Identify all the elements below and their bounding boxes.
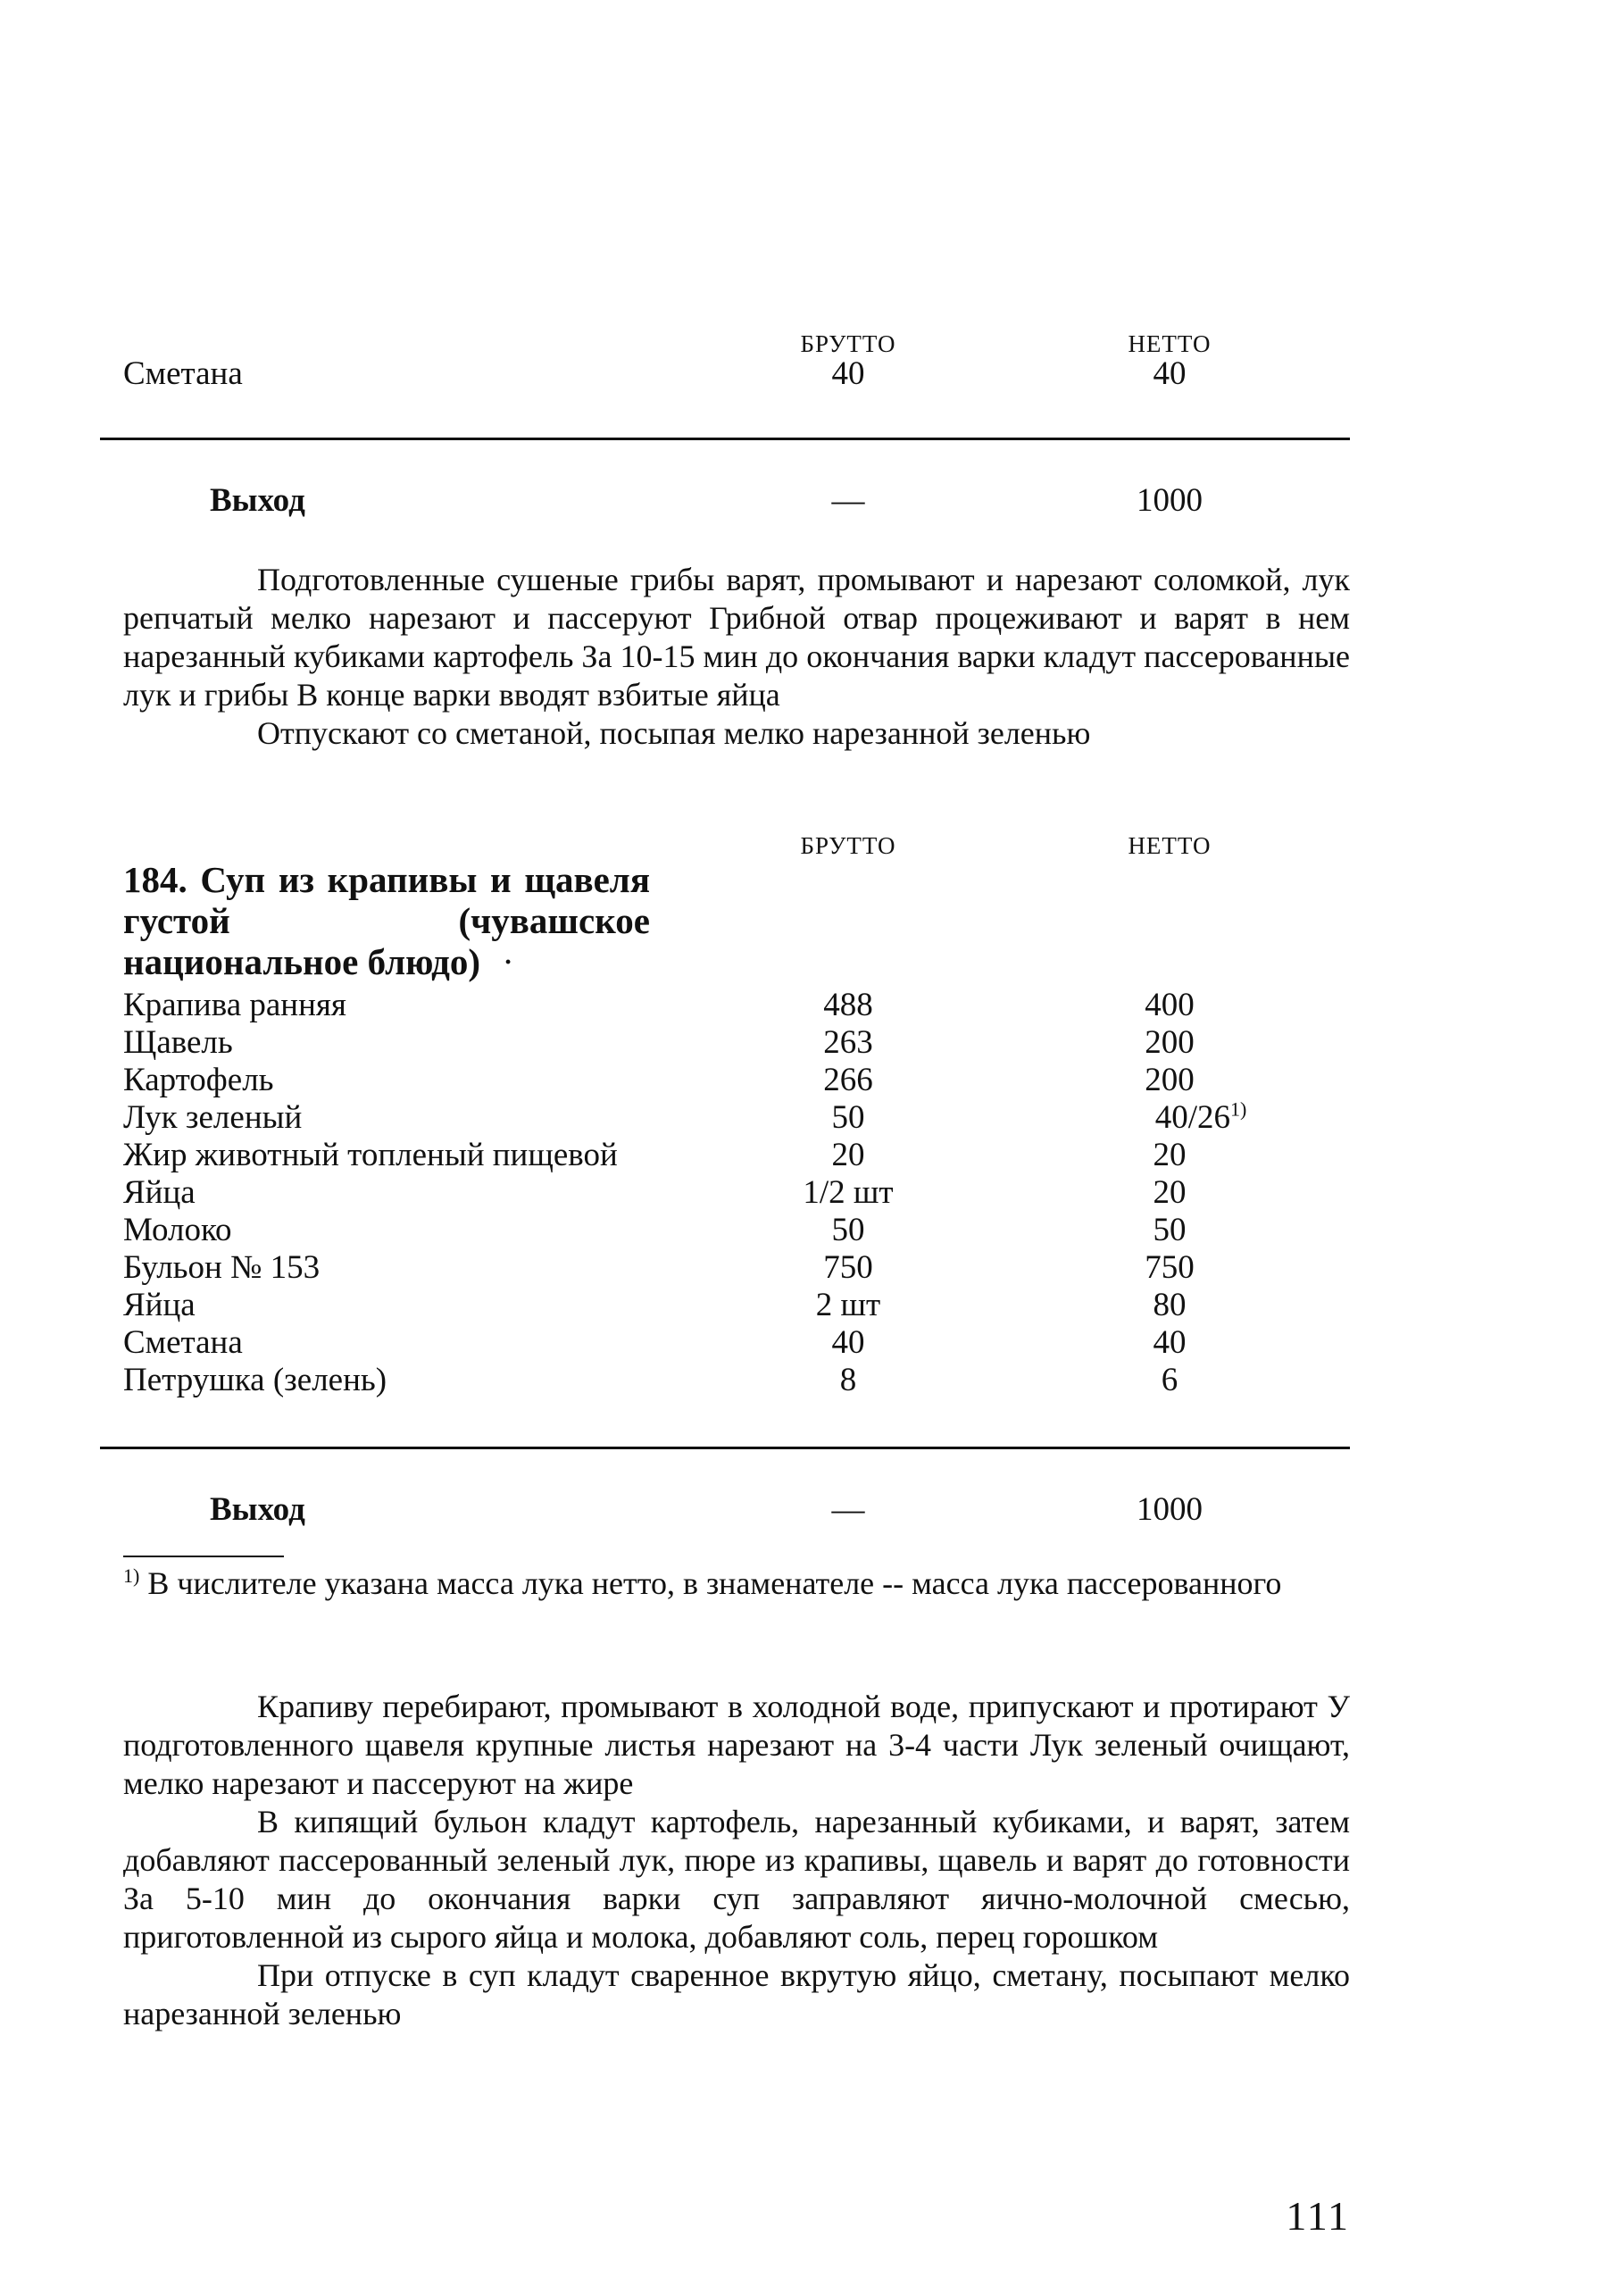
ingredient-netto: 200 (1145, 1062, 1195, 1098)
yield-label: Выход (210, 1491, 305, 1528)
paragraph: Отпускают со сметаной, посыпая мелко нарезанной зеленью (257, 715, 1091, 751)
table-divider (100, 1447, 1350, 1449)
ingredient-brutto: 750 (823, 1249, 873, 1286)
ingredient-brutto: 50 (831, 1099, 865, 1136)
ingredient-netto: 40 (1153, 1324, 1187, 1361)
ingredient-name: Крапива ранняя (123, 987, 346, 1023)
yield-row (0, 1491, 1624, 1529)
ingredient-brutto: 20 (831, 1137, 865, 1173)
ingredient-name: Петрушка (зелень) (123, 1362, 387, 1398)
column-header-brutto: БРУТТО (800, 330, 896, 357)
ingredient-brutto: 2 шт (815, 1287, 881, 1323)
table-divider (100, 438, 1350, 440)
ingredient-brutto: 50 (831, 1212, 865, 1248)
ingredient-name: Жир животный топленый пищевой (123, 1137, 618, 1173)
ingredient-name: Яйца (123, 1287, 196, 1323)
yield-row (0, 482, 1624, 520)
ingredient-brutto: 1/2 шт (803, 1174, 894, 1211)
ingredient-name: Щавель (123, 1024, 233, 1061)
column-header-brutto: БРУТТО (800, 832, 896, 859)
paragraph: Крапиву перебирают, промывают в холодной воде, припускают и протирают У подготовленного щавеля крупные листья нарезают на 3-4 части Лук зеленый очищают, мелко нарезают и пассеруют на жире (123, 1689, 1350, 1801)
title-mark: · (502, 941, 514, 982)
ingredient-netto: 750 (1145, 1249, 1195, 1286)
yield-brutto: — (831, 1491, 865, 1528)
ingredient-netto: 20 (1153, 1174, 1187, 1211)
footnote-marker: 1) (123, 1564, 140, 1587)
preparation-text-1 (123, 561, 1350, 753)
yield-brutto: — (831, 482, 865, 519)
ingredient-brutto: 488 (823, 987, 873, 1023)
paragraph: В кипящий бульон кладут картофель, нарезанный кубиками, и варят, затем добавляют пассерованный зеленый лук, пюре из крапивы, щавель и варят до готовности За 5-10 мин до окончания варки суп заправляют яично-молочной смесью, приготовленной из сырого яйца и молока, добавляют соль, перец горошком (123, 1804, 1350, 1955)
ingredient-brutto: 263 (823, 1024, 873, 1061)
ingredient-netto: 20 (1153, 1137, 1187, 1173)
footnote-text: В числителе указана масса лука нетто, в знаменателе -- масса лука пассерованного (147, 1565, 1282, 1601)
ingredient-name: Молоко (123, 1212, 232, 1248)
page-number: 111 (1286, 2193, 1350, 2239)
column-header-netto: НЕТТО (1128, 832, 1212, 859)
ingredient-brutto: 40 (831, 355, 865, 392)
yield-netto: 1000 (1137, 482, 1203, 519)
ingredient-netto: 40 (1153, 355, 1187, 392)
paragraph: Подготовленные сушеные грибы варят, промывают и нарезают соломкой, лук репчатый мелко нарезают и пассеруют Грибной отвар процеживают и варят в нем нарезанный кубиками картофель За 10-15 мин до окончания варки кладут пассерованные лук и грибы В конце варки вводят взбитые яйца (123, 562, 1350, 713)
footnote-rule (123, 1556, 284, 1557)
ingredient-name: Яйца (123, 1174, 196, 1211)
yield-netto: 1000 (1137, 1491, 1203, 1528)
ingredient-brutto: 266 (823, 1062, 873, 1098)
ingredient-netto: 40/26$^{1)}$ (1154, 1097, 1247, 1136)
ingredient-netto: 6 (1161, 1362, 1178, 1398)
ingredient-netto: 80 (1153, 1287, 1187, 1323)
footnote-ref: 1) (1229, 1097, 1247, 1121)
ingredient-name: Лук зеленый (123, 1099, 303, 1136)
ingredient-netto: 200 (1145, 1024, 1195, 1061)
ingredient-netto: 50 (1153, 1212, 1187, 1248)
ingredient-name: Картофель (123, 1062, 274, 1098)
preparation-text-2 (123, 1688, 1350, 2033)
ingredient-brutto: 40 (831, 1324, 865, 1361)
yield-label: Выход (210, 482, 305, 519)
paragraph: При отпуске в суп кладут сваренное вкрутую яйцо, сметану, посыпают мелко нарезанной зеленью (123, 1957, 1350, 2031)
table-row (0, 355, 1624, 393)
ingredient-name: Сметана (123, 1324, 243, 1361)
ingredient-name: Бульон № 153 (123, 1249, 321, 1286)
column-header-netto: НЕТТО (1128, 330, 1212, 357)
ingredient-netto: 400 (1145, 987, 1195, 1023)
recipe-title: 184. Суп из крапивы и щавеля густой (чувашское национальное блюдо) · (123, 859, 650, 982)
footnote (123, 1564, 1350, 1603)
ingredient-name: Сметана (123, 355, 243, 392)
ingredient-brutto: 8 (839, 1362, 857, 1398)
